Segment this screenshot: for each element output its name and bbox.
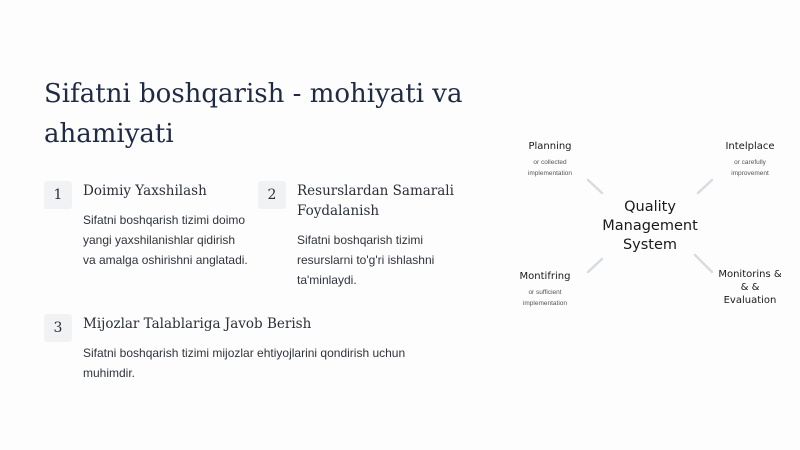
node-sub-line-2: implementation bbox=[522, 300, 568, 307]
point-item-2 bbox=[258, 181, 458, 291]
diagram-node-montifring bbox=[495, 270, 595, 309]
point-number-badge: 1 bbox=[44, 181, 72, 209]
node-sub-line-1: or carefully bbox=[734, 159, 766, 166]
slide-title: Sifatni boshqarish - mohiyati va ahamiyati bbox=[44, 79, 463, 149]
node-label: Montifring bbox=[519, 271, 571, 282]
diagram-node-planning bbox=[500, 140, 600, 179]
node-sub-label bbox=[500, 157, 600, 179]
node-sub-line-1: or sufficient bbox=[528, 289, 562, 296]
point-item-3 bbox=[44, 314, 444, 384]
node-sub-label bbox=[700, 157, 800, 179]
node-sub-line-2: implementation bbox=[527, 170, 573, 177]
point-description: Sifatni boshqarish tizimi resurslarni to'g'ri ishlashni ta'minlaydi. bbox=[297, 233, 435, 287]
point-title: Doimiy Yaxshilash bbox=[83, 183, 207, 199]
arrow-intelplace bbox=[698, 180, 712, 193]
node-label: Intelplace bbox=[725, 141, 775, 152]
node-label: Planning bbox=[528, 141, 572, 152]
arrow-planning bbox=[588, 180, 602, 193]
quality-management-diagram bbox=[490, 120, 800, 340]
diagram-node-intelplace bbox=[700, 140, 800, 179]
arrow-monitoring bbox=[695, 255, 712, 272]
node-sub-label bbox=[495, 287, 595, 309]
point-number-badge: 2 bbox=[258, 181, 286, 209]
point-number-badge: 3 bbox=[44, 314, 72, 342]
node-sub-line-1: or collected bbox=[533, 159, 567, 166]
point-title: Resurslardan Samarali Foydalanish bbox=[297, 183, 454, 219]
point-description: Sifatni boshqarish tizimi doimo yangi yaxshilanishlar qidirish va amalga oshirishni anglatadi. bbox=[83, 213, 248, 267]
node-label: Monitorins & & & Evaluation bbox=[718, 269, 782, 306]
point-item-1 bbox=[44, 181, 248, 291]
diagram-node-monitoring-evaluation bbox=[718, 268, 782, 307]
diagram-center-label: Quality Management System bbox=[602, 199, 698, 253]
point-description: Sifatni boshqarish tizimi mijozlar ehtiyojlarini qondirish uchun muhimdir. bbox=[83, 346, 406, 380]
node-sub-line-2: improvement bbox=[731, 170, 769, 177]
point-title: Mijozlar Talablariga Javob Berish bbox=[83, 316, 312, 332]
